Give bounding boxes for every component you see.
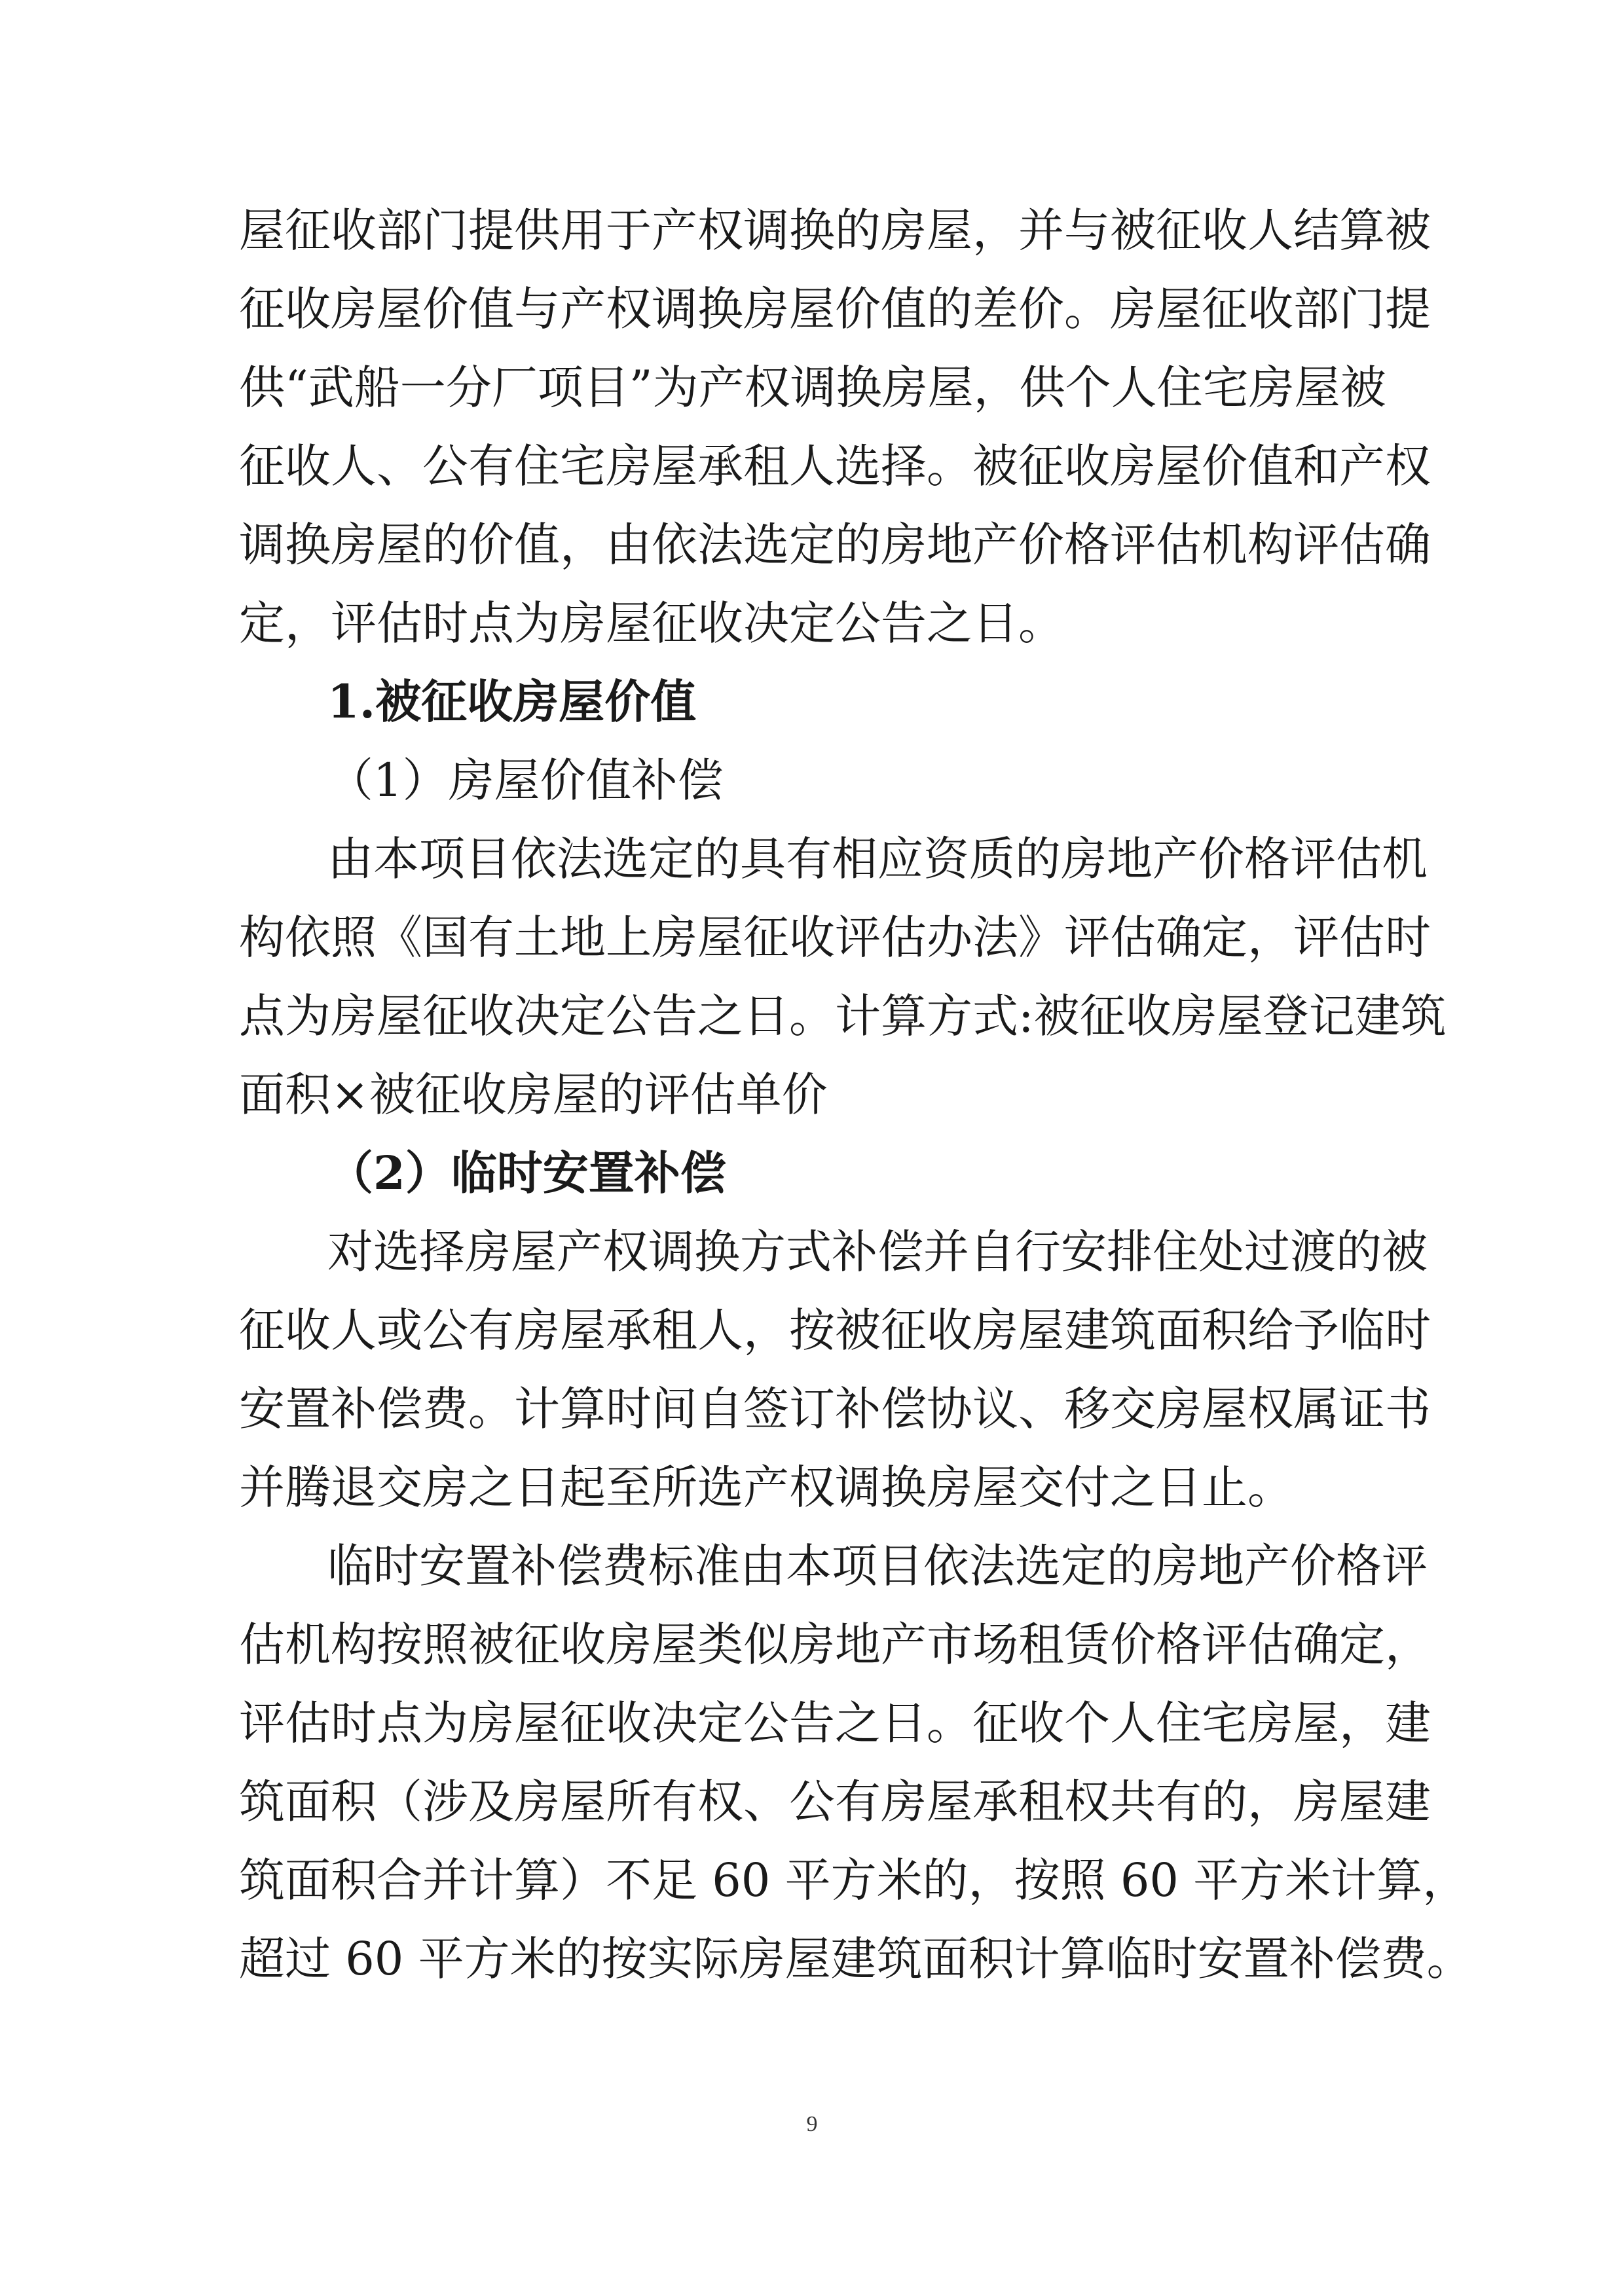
paragraph-line: 调换房屋的价值，由依法选定的房地产价格评估机构评估确 bbox=[239, 518, 1431, 572]
subsection-heading: （2）临时安置补偿 bbox=[327, 1146, 726, 1200]
paragraph-line: 构依照《国有土地上房屋征收评估办法》评估确定，评估时 bbox=[239, 911, 1431, 964]
paragraph-line: 安置补偿费。计算时间自签订补偿协议、移交房屋权属证书 bbox=[239, 1382, 1431, 1436]
paragraph-line: 并腾退交房之日起至所选产权调换房屋交付之日止。 bbox=[239, 1461, 1293, 1514]
paragraph-line: 征收人、公有住宅房屋承租人选择。被征收房屋价值和产权 bbox=[239, 439, 1431, 493]
subsection-heading: （1）房屋价值补偿 bbox=[327, 754, 724, 807]
page-number: 9 bbox=[806, 2112, 818, 2136]
paragraph-line: 对选择房屋产权调换方式补偿并自行安排住处过渡的被 bbox=[327, 1225, 1428, 1279]
paragraph-line: 由本项目依法选定的具有相应资质的房地产价格评估机 bbox=[327, 832, 1428, 886]
paragraph-line: 定，评估时点为房屋征收决定公告之日。 bbox=[239, 596, 1064, 650]
paragraph-line: 供“武船一分厂项目”为产权调换房屋，供个人住宅房屋被 bbox=[239, 361, 1386, 414]
paragraph-line: 面积×被征收房屋的评估单价 bbox=[239, 1068, 828, 1121]
paragraph-line: 筑面积合并计算）不足 60 平方米的，按照 60 平方米计算， bbox=[239, 1853, 1469, 1907]
paragraph-line: 屋征收部门提供用于产权调换的房屋，并与被征收人结算被 bbox=[239, 204, 1431, 257]
paragraph-line: 评估时点为房屋征收决定公告之日。征收个人住宅房屋，建 bbox=[239, 1696, 1431, 1750]
paragraph-line: 超过 60 平方米的按实际房屋建筑面积计算临时安置补偿费。 bbox=[239, 1932, 1473, 1986]
paragraph-line: 筑面积（涉及房屋所有权、公有房屋承租权共有的，房屋建 bbox=[239, 1775, 1431, 1829]
paragraph-line: 征收人或公有房屋承租人，按被征收房屋建筑面积给予临时 bbox=[239, 1303, 1431, 1357]
paragraph-line: 临时安置补偿费标准由本项目依法选定的房地产价格评 bbox=[327, 1539, 1428, 1593]
section-heading: 1.被征收房屋价值 bbox=[327, 674, 697, 729]
paragraph-line: 估机构按照被征收房屋类似房地产市场租赁价格评估确定， bbox=[239, 1618, 1431, 1671]
paragraph-line: 点为房屋征收决定公告之日。计算方式:被征收房屋登记建筑 bbox=[239, 989, 1447, 1043]
paragraph-line: 征收房屋价值与产权调换房屋价值的差价。房屋征收部门提 bbox=[239, 282, 1431, 336]
